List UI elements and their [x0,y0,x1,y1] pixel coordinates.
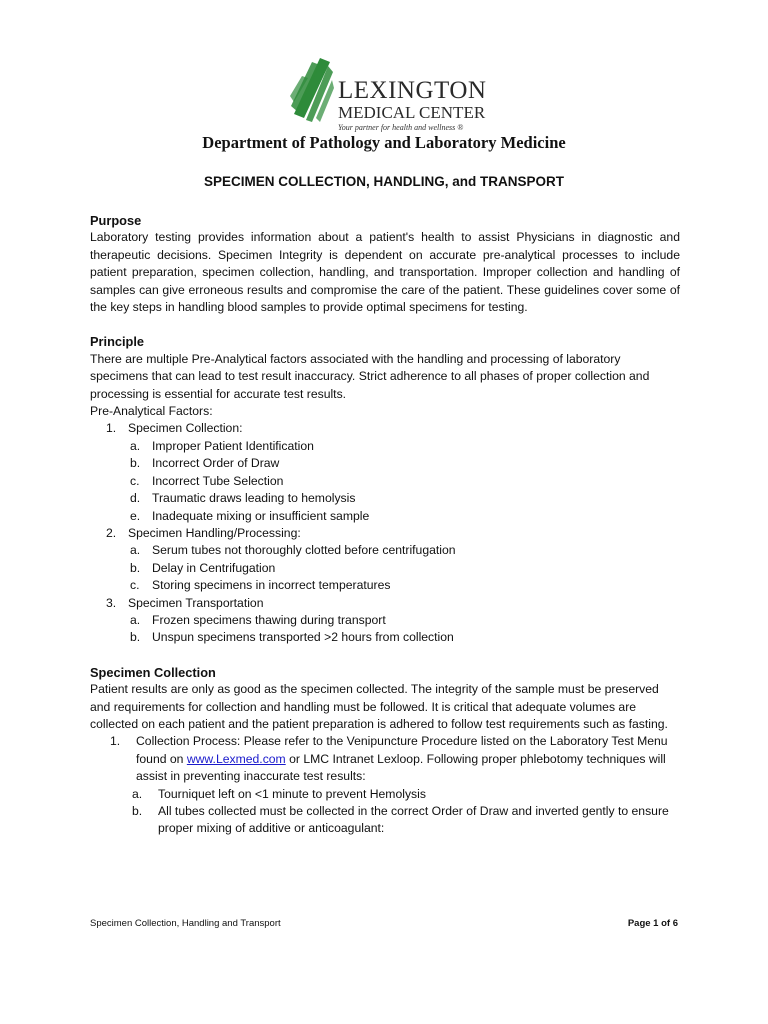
list-item: c. Storing specimens in incorrect temperatures [130,578,391,593]
list-item: b. Incorrect Order of Draw [130,456,280,471]
logo-line-1: LEXINGTON [338,77,487,104]
list-item: b. All tubes collected must be collected in the correct Order of Draw and inverted gently to ensure proper mixing of additive or anticoagulant: [132,804,669,836]
logo-line-2: MEDICAL CENTER [338,103,486,122]
list-item: a. Improper Patient Identification [130,438,314,453]
list-item: d. Traumatic draws leading to hemolysis [130,491,356,506]
document-title: SPECIMEN COLLECTION, HANDLING, and TRANSPORT [203,174,564,189]
logo-tagline: Your partner for health and wellness ® [338,123,464,132]
collection-heading: Specimen Collection [90,664,216,680]
purpose-heading: Purpose [90,213,142,228]
list-item: 1. Collection Process: Please refer to the Venipuncture Procedure listed on the Laboratory Test Menu found on www.Lexmed.com or LMC Intranet Lexloop. Following proper phlebotomy techniques will assist in preventing inaccurate test results: [110,734,668,784]
factors-label: Pre-Analytical Factors: [90,404,213,419]
principle-heading: Principle [90,334,145,350]
list-item: 3. Specimen Transportation [106,595,264,610]
leaf-logo-icon [290,56,334,126]
collection-text: Patient results are only as good as the specimen collected. The integrity of the sample must be preserved and requirements for collection and handling must be followed. It is critical that adequate volumes are collected on each patient and the patient preparation is adhered to follow test requirements such as fasting. [90,682,668,731]
lexmed-link[interactable]: www.Lexmed.com [186,751,286,766]
collection-process-text: Collection Process: Please refer to the Venipuncture Procedure listed on the Laboratory Test Menu found on [136,734,668,766]
list-item: a. Frozen specimens thawing during transport [130,612,386,627]
list-item: 2. Specimen Handling/Processing: [106,525,301,540]
document-body [90,212,680,838]
list-item: c. Incorrect Tube Selection [130,473,284,488]
list-item: a. Tourniquet left on <1 minute to prevent Hemolysis [132,786,426,801]
purpose-text: Laboratory testing provides information about a patient's health to assist Physicians in diagnostic and therapeutic decisions. Specimen Integrity is dependent on accurate pre-analytical processes to include patient preparation, specimen collection, handling, and transportation. Improper collection and handling of samples can give erroneous results and compromise the care of the patient. These guidelines cover some of the key steps in handling blood samples to provide optimal specimens for testing. [90,230,680,315]
list-item: 1. Specimen Collection: [106,421,243,436]
list-item: b. Delay in Centrifugation [130,560,276,575]
list-item: e. Inadequate mixing or insufficient sample [130,508,370,523]
collection-process-text-2: or LMC Intranet Lexloop. Following proper phlebotomy techniques will assist in preventing inaccurate test results: [136,751,666,784]
principle-text: There are multiple Pre-Analytical factors associated with the handling and processing of laboratory specimens that can lead to test result inaccuracy. Strict adherence to all phases of proper collection and processing is essential for accurate test results. [90,351,650,401]
list-item: a. Serum tubes not thoroughly clotted before centrifugation [130,543,456,558]
department-heading: Department of Pathology and Laboratory Medicine [202,133,566,152]
list-item: b. Unspun specimens transported >2 hours from collection [130,630,454,645]
lexington-logo [290,56,490,136]
footer-title: Specimen Collection, Handling and Transport [90,918,281,929]
page-number: Page 1 of 6 [627,918,678,929]
